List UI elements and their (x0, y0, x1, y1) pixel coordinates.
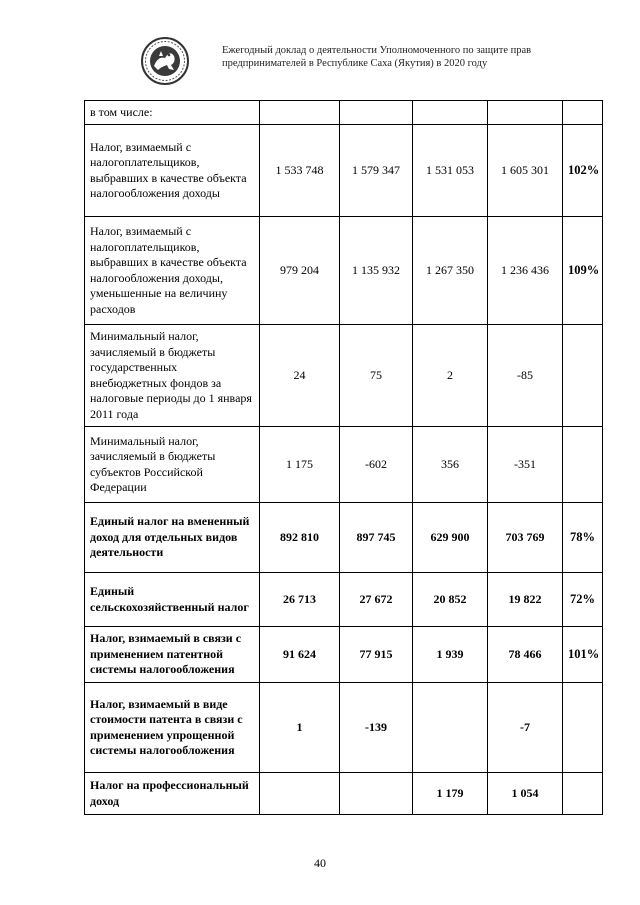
value-cell-4: -85 (488, 325, 563, 427)
value-cell-1: 26 713 (260, 573, 340, 627)
value-cell-3 (413, 683, 488, 773)
value-cell-2: 1 135 932 (340, 217, 413, 325)
report-title (222, 44, 531, 70)
value-cell-3: 356 (413, 427, 488, 503)
value-cell-2 (340, 101, 413, 125)
row-name-cell: Налог, взимаемый в связи с применением патентной системы налогообложения (85, 627, 260, 683)
table-row (85, 325, 603, 427)
value-cell-1: 892 810 (260, 503, 340, 573)
percent-cell (563, 101, 603, 125)
value-cell-4: 703 769 (488, 503, 563, 573)
table-row (85, 573, 603, 627)
table-body (85, 101, 603, 815)
row-name-cell: Единый налог на вмененный доход для отдельных видов деятельности (85, 503, 260, 573)
value-cell-4: 78 466 (488, 627, 563, 683)
row-name-cell: Минимальный налог, зачисляемый в бюджеты государственных внебюджетных фондов за налоговые периоды до 1 января 2011 года (85, 325, 260, 427)
value-cell-1: 91 624 (260, 627, 340, 683)
coat-of-arms-logo (140, 36, 190, 86)
value-cell-4 (488, 101, 563, 125)
value-cell-4: 19 822 (488, 573, 563, 627)
value-cell-2 (340, 773, 413, 815)
report-title-line-1: Ежегодный доклад о деятельности Уполномоченного по защите прав (222, 45, 532, 56)
percent-cell (563, 325, 603, 427)
table-row (85, 427, 603, 503)
row-name-cell: Налог на профессиональный доход (85, 773, 260, 815)
value-cell-2: 77 915 (340, 627, 413, 683)
table-row (85, 773, 603, 815)
table-row (85, 683, 603, 773)
value-cell-2: 75 (340, 325, 413, 427)
value-cell-3: 1 939 (413, 627, 488, 683)
row-name-cell: Налог, взимаемый с налогоплательщиков, выбравших в качестве объекта налогообложения доходы (85, 125, 260, 217)
value-cell-4: -7 (488, 683, 563, 773)
percent-cell (563, 427, 603, 503)
value-cell-2: 27 672 (340, 573, 413, 627)
value-cell-3: 629 900 (413, 503, 488, 573)
page-header (140, 36, 560, 86)
value-cell-4: 1 605 301 (488, 125, 563, 217)
table-row (85, 125, 603, 217)
row-name-cell: в том числе: (85, 101, 260, 125)
report-title-line-2: предпринимателей в Республике Саха (Якутия) в 2020 году (222, 58, 488, 69)
value-cell-2: -139 (340, 683, 413, 773)
table-row (85, 503, 603, 573)
value-cell-4: 1 054 (488, 773, 563, 815)
percent-cell: 78% (563, 503, 603, 573)
percent-cell: 101% (563, 627, 603, 683)
value-cell-4: 1 236 436 (488, 217, 563, 325)
percent-cell (563, 773, 603, 815)
value-cell-3: 2 (413, 325, 488, 427)
percent-cell: 109% (563, 217, 603, 325)
value-cell-1: 979 204 (260, 217, 340, 325)
value-cell-1 (260, 101, 340, 125)
row-name-cell: Налог, взимаемый в виде стоимости патента в связи с применением упрощенной системы налогообложения (85, 683, 260, 773)
value-cell-2: -602 (340, 427, 413, 503)
row-name-cell: Минимальный налог, зачисляемый в бюджеты субъектов Российской Федерации (85, 427, 260, 503)
row-name-cell: Единый сельскохозяйственный налог (85, 573, 260, 627)
value-cell-1: 1 (260, 683, 340, 773)
value-cell-2: 897 745 (340, 503, 413, 573)
percent-cell: 72% (563, 573, 603, 627)
value-cell-3: 1 179 (413, 773, 488, 815)
value-cell-1: 24 (260, 325, 340, 427)
value-cell-1: 1 175 (260, 427, 340, 503)
value-cell-4: -351 (488, 427, 563, 503)
table-row (85, 627, 603, 683)
row-name-cell: Налог, взимаемый с налогоплательщиков, выбравших в качестве объекта налогообложения доходы, уменьшенные на величину расходов (85, 217, 260, 325)
value-cell-1 (260, 773, 340, 815)
value-cell-3: 1 267 350 (413, 217, 488, 325)
value-cell-3: 1 531 053 (413, 125, 488, 217)
table-row (85, 217, 603, 325)
value-cell-2: 1 579 347 (340, 125, 413, 217)
page-number: 40 (314, 856, 326, 870)
table-row (85, 101, 603, 125)
value-cell-3: 20 852 (413, 573, 488, 627)
value-cell-1: 1 533 748 (260, 125, 340, 217)
value-cell-3 (413, 101, 488, 125)
percent-cell (563, 683, 603, 773)
tax-revenue-table (84, 100, 603, 815)
percent-cell: 102% (563, 125, 603, 217)
